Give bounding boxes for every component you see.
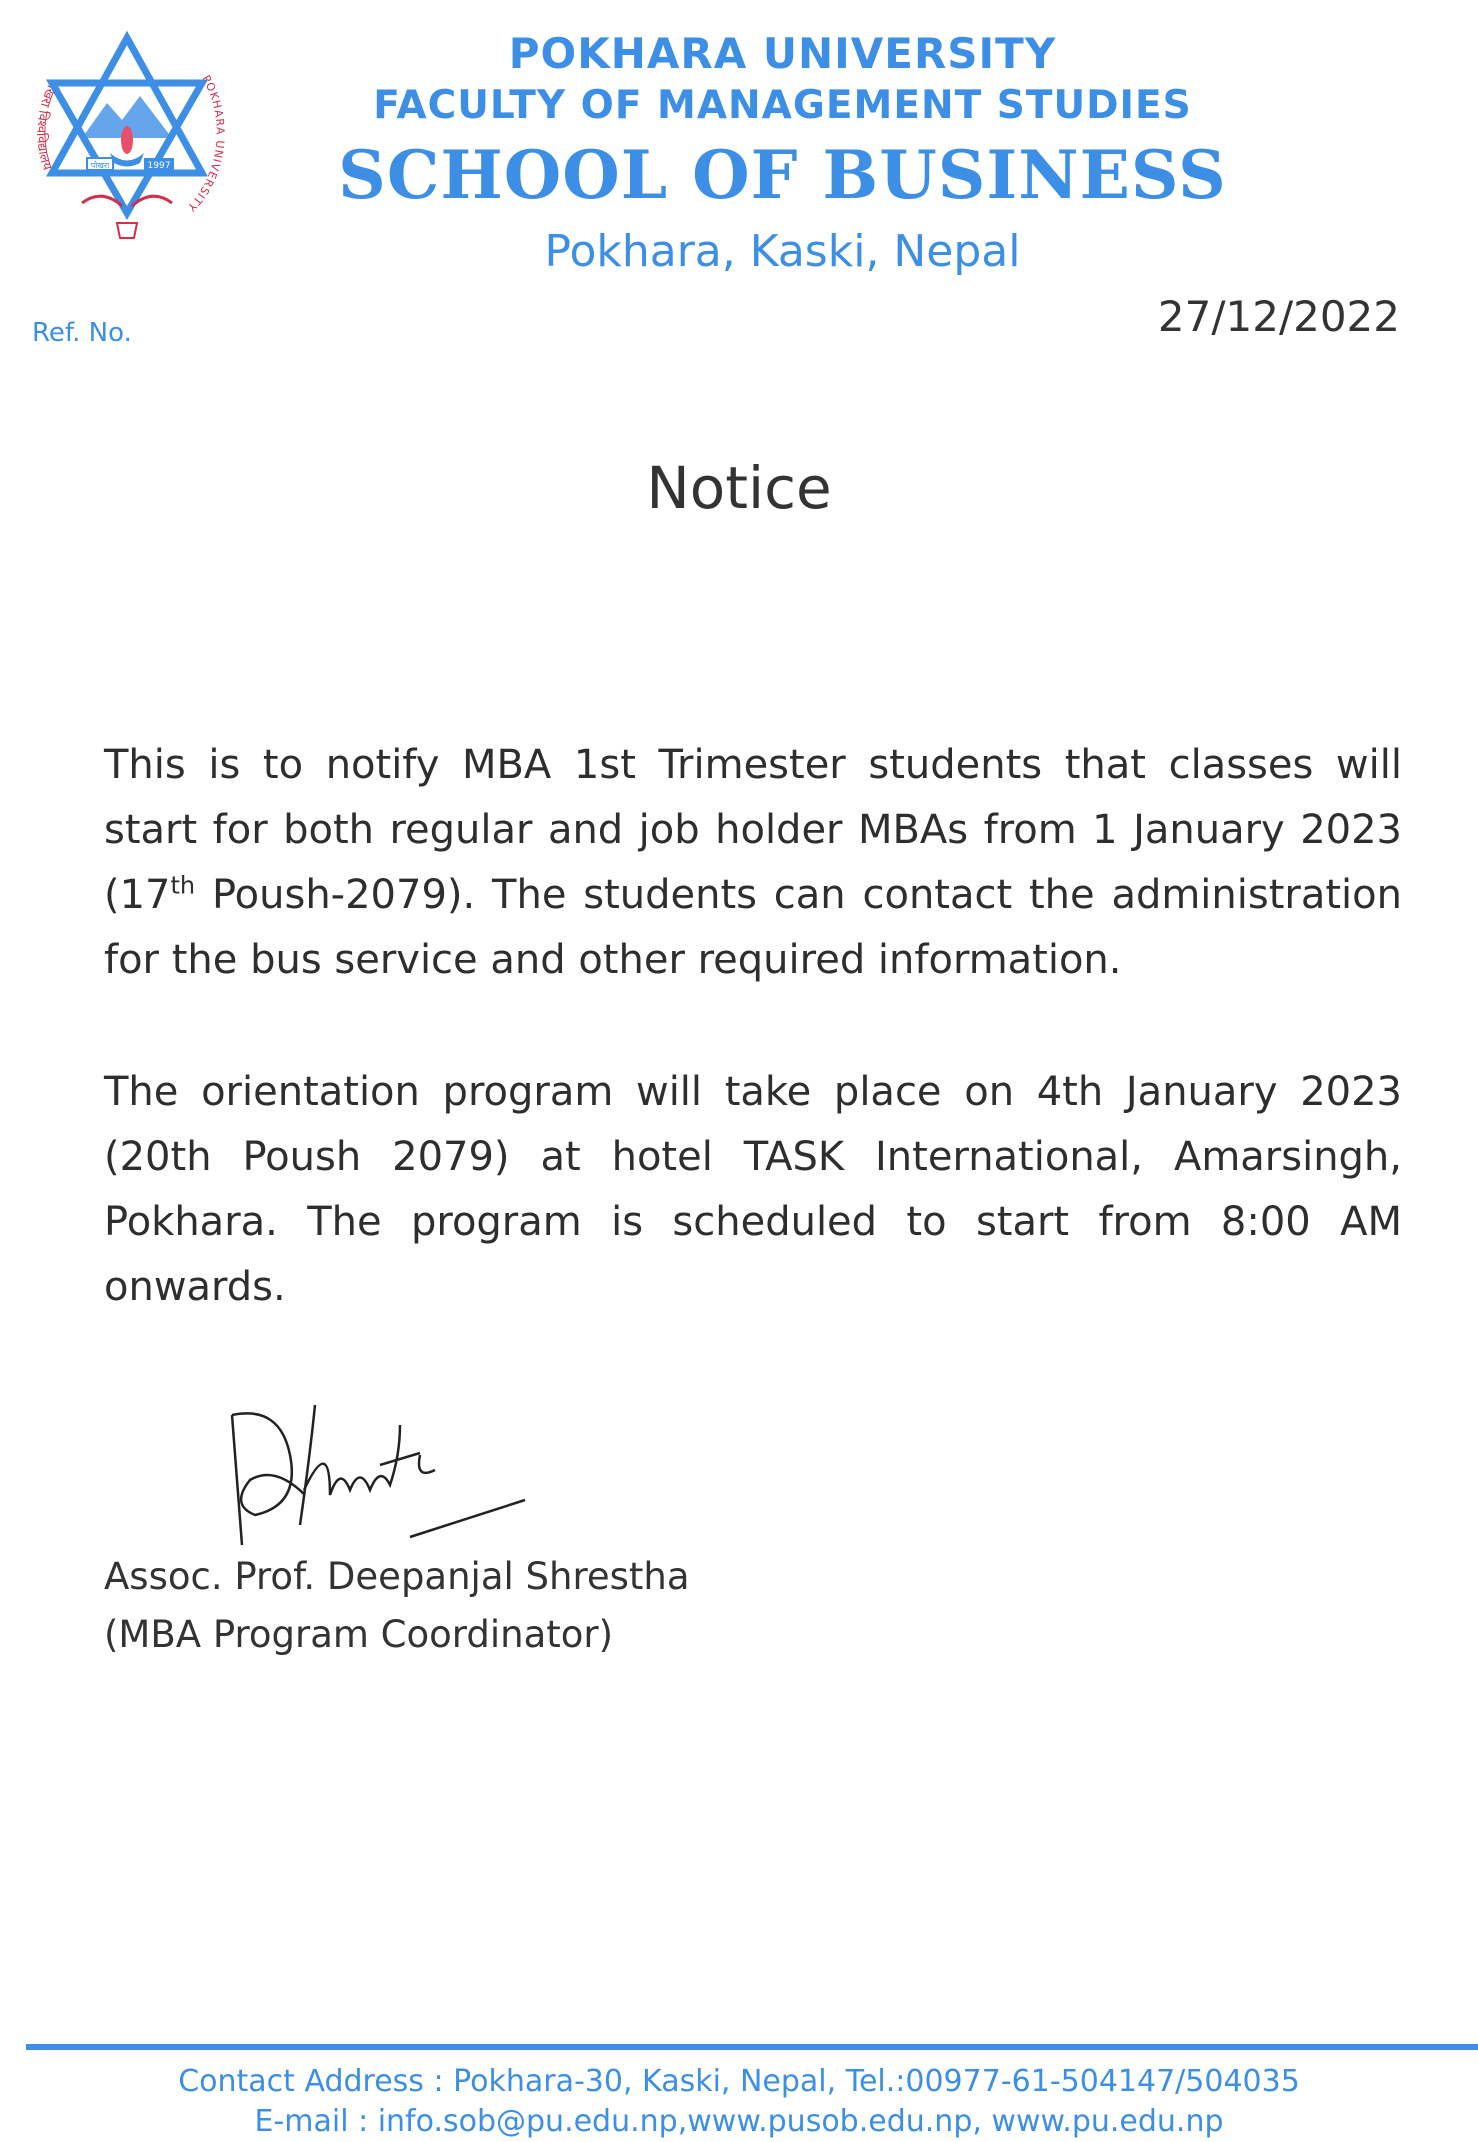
school-name: SCHOOL OF BUSINESS	[338, 136, 1227, 214]
signatory-name: Assoc. Prof. Deepanjal Shrestha	[104, 1555, 690, 1598]
signatory-role: (MBA Program Coordinator)	[104, 1613, 614, 1656]
notice-title: Notice	[646, 454, 832, 522]
signatory-block	[104, 1548, 690, 1664]
svg-text:पोखरा: पोखरा	[90, 161, 110, 170]
footer-email-web: E-mail : info.sob@pu.edu.np,www.pusob.edu.np, www.pu.edu.np	[254, 2104, 1224, 2139]
ref-number-label: Ref. No.	[32, 318, 132, 348]
university-seal-icon	[22, 28, 232, 248]
letterhead-text	[300, 28, 1265, 282]
notice-paragraph-1: This is to notify MBA 1st Trimester students that classes will start for both regular and job holder MBAs from 1 January 2023 (17th Poush-2079). The students can contact the administration for the bus service and other required information.	[104, 742, 1402, 983]
handwritten-signature	[220, 1395, 540, 1555]
svg-text:1997: 1997	[147, 161, 171, 171]
faculty-name: FACULTY OF MANAGEMENT STUDIES	[373, 83, 1192, 128]
letterhead	[0, 0, 1478, 300]
notice-paragraph-2: The orientation program will take place on 4th January 2023 (20th Poush 2079) at hotel TASK International, Amarsingh, Pokhara. The program is scheduled to start from 8:00 AM onwards.	[104, 1069, 1402, 1310]
footer-divider	[26, 2044, 1478, 2050]
svg-text:POKHARA UNIVERSITY: POKHARA UNIVERSITY	[184, 73, 227, 215]
footer-contact-address: Contact Address : Pokhara-30, Kaski, Nepal, Tel.:00977-61-504147/504035	[178, 2064, 1300, 2099]
svg-text:पोखरा विश्वविद्यालय: पोखरा विश्वविद्यालय	[33, 75, 62, 173]
university-name: POKHARA UNIVERSITY	[508, 29, 1057, 78]
school-location: Pokhara, Kaski, Nepal	[544, 226, 1021, 277]
notice-date: 27/12/2022	[1157, 292, 1400, 341]
footer	[0, 2062, 1478, 2142]
